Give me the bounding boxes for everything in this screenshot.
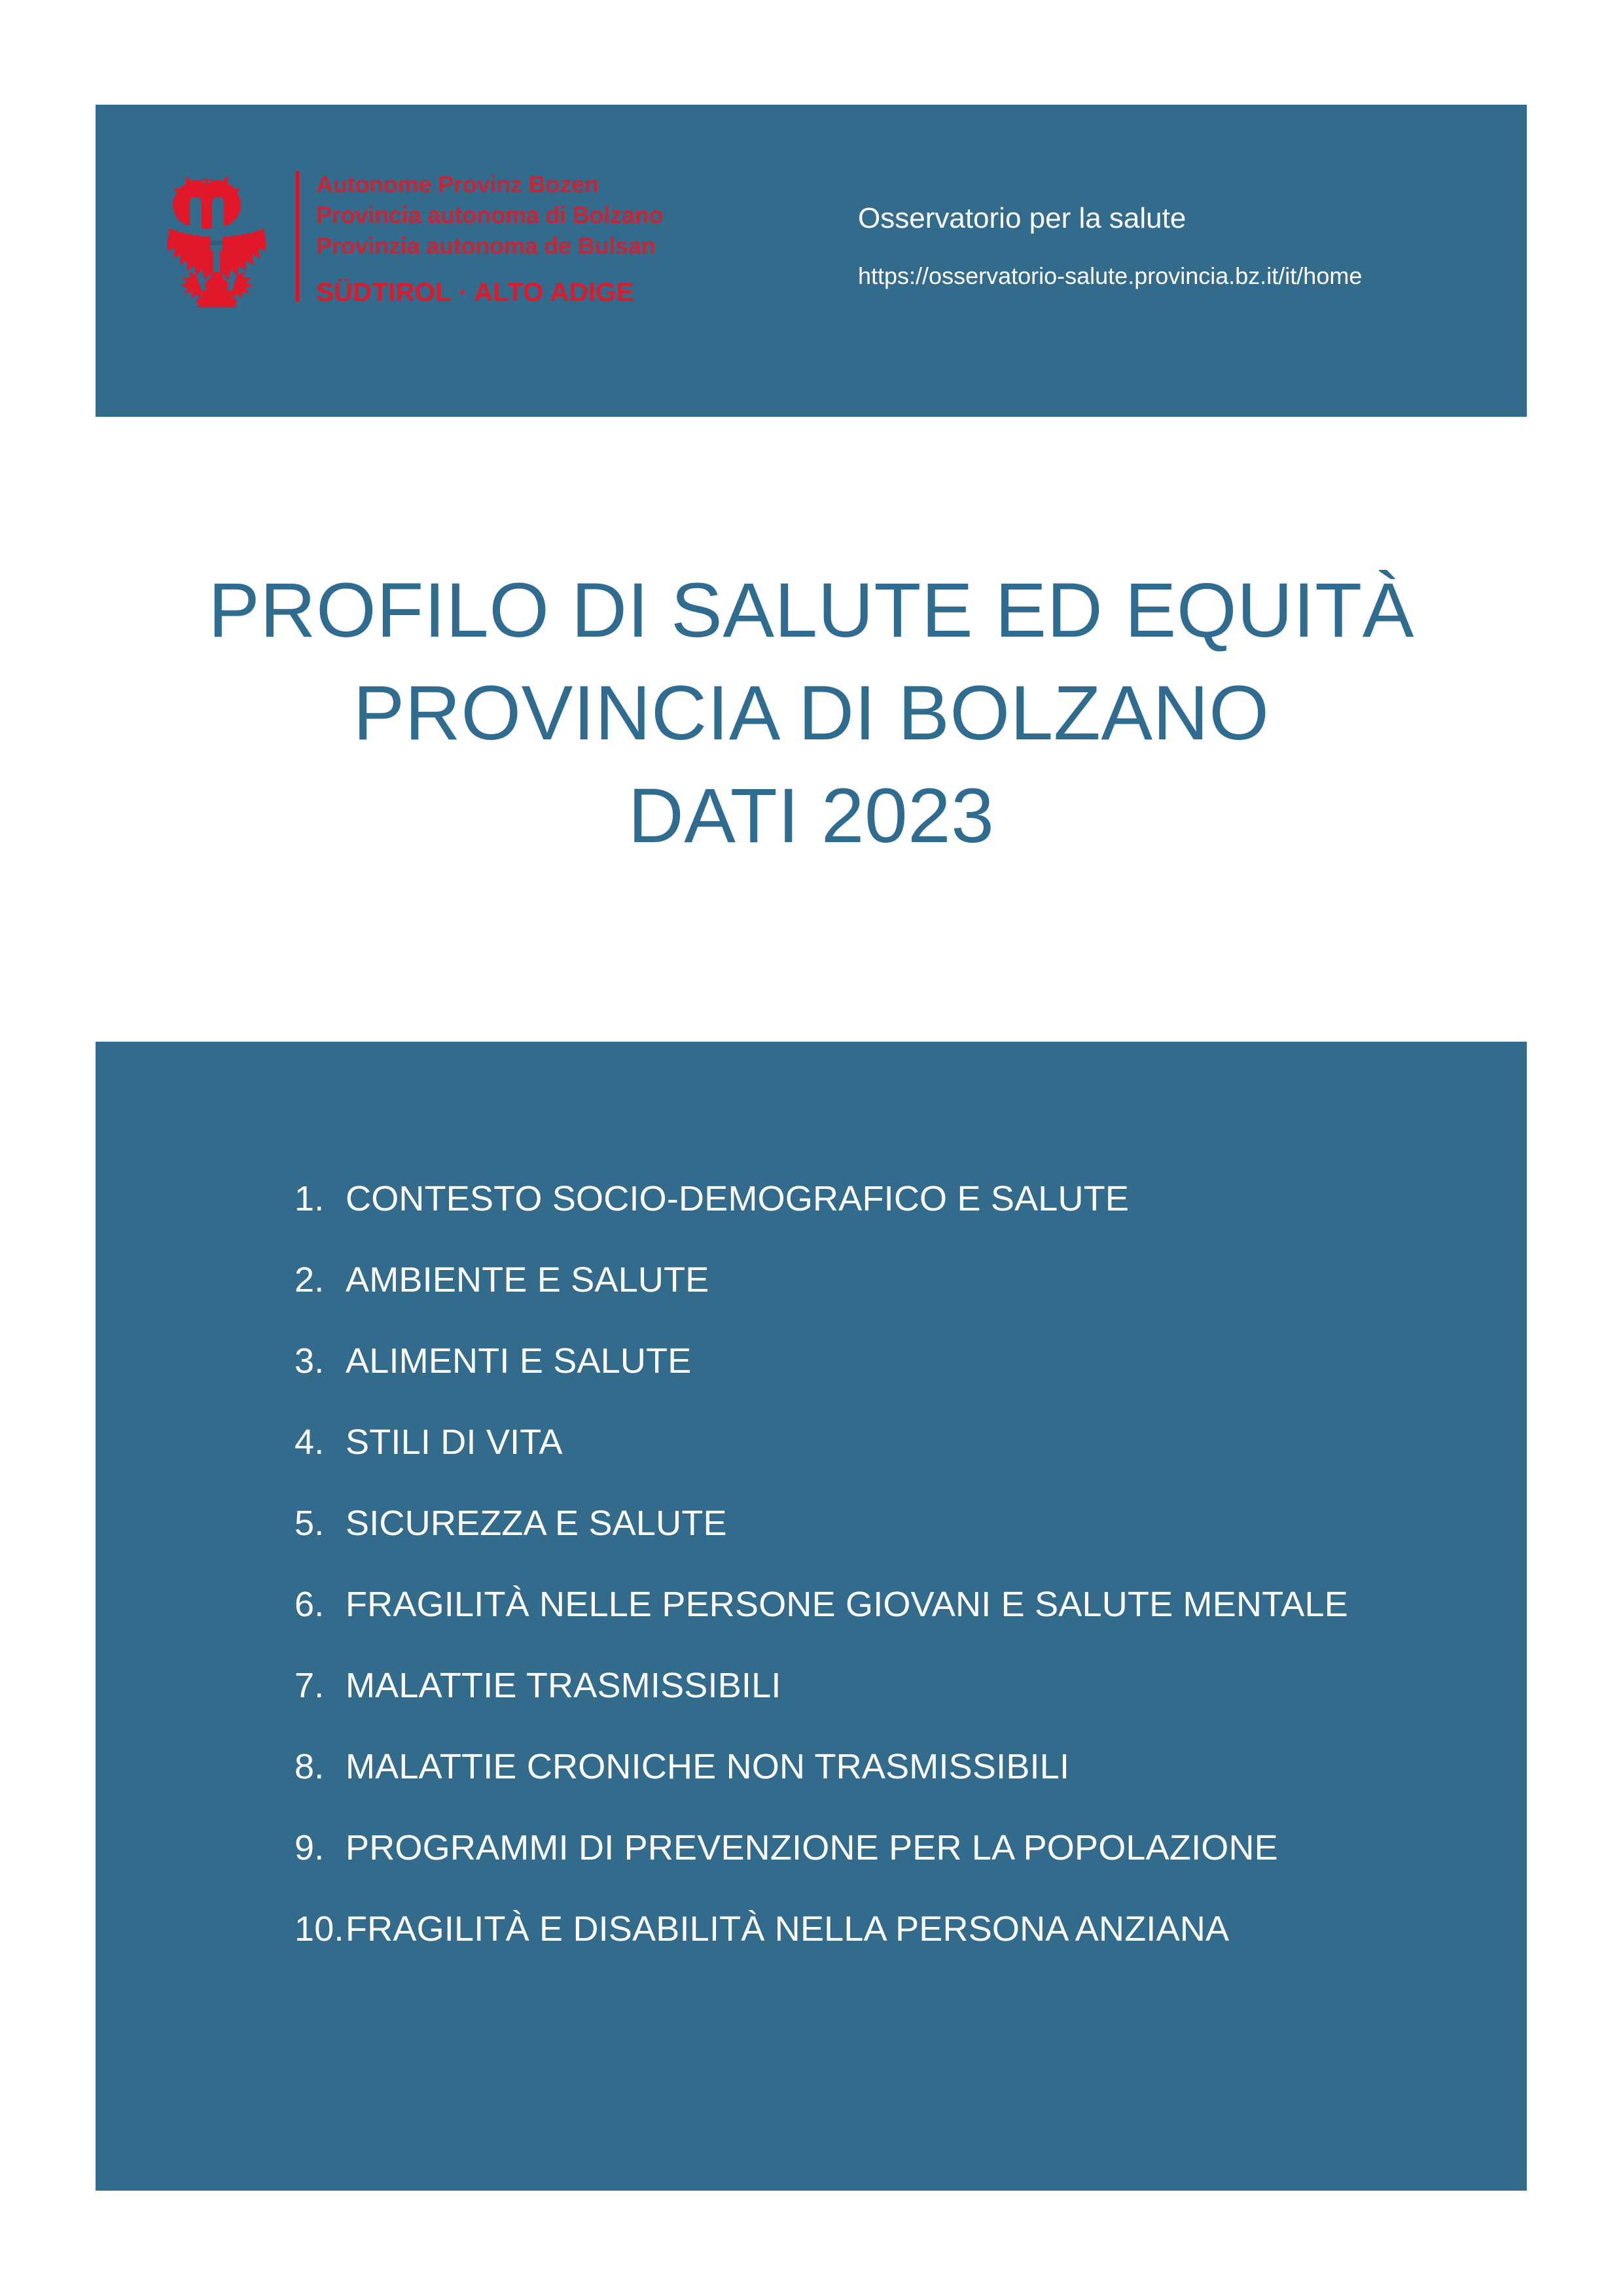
list-item-label: SICUREZZA E SALUTE [346,1504,727,1543]
logo-divider [296,171,299,302]
list-item[interactable] [294,1239,1472,1320]
list-item-number: 10. [294,1909,344,1949]
list-item[interactable] [294,1483,1472,1564]
list-item-number: 1. [294,1179,325,1218]
list-item-number: 2. [294,1260,325,1299]
logo-brand: SÜDTIROL · ALTO ADIGE [316,278,634,308]
page-title-line-2: PROVINCIA DI BOLZANO [353,669,1270,756]
logo-line-lad: Provinzia autonoma de Bulsan [316,232,656,259]
list-item-label: PROGRAMMI DI PREVENZIONE PER LA POPOLAZIONE [346,1828,1278,1867]
logo-line-it: Provincia autonoma di Bolzano [316,201,664,228]
list-item-label: MALATTIE TRASMISSIBILI [346,1666,781,1705]
page-title-line-3: DATI 2023 [628,772,995,859]
logo-text-block [316,167,663,309]
header-text-block [858,203,1362,289]
list-item[interactable] [294,1726,1472,1807]
list-item[interactable] [294,1888,1472,1969]
table-of-contents [294,1158,1472,1969]
list-item-label: ALIMENTI E SALUTE [346,1341,692,1381]
list-item-label: FRAGILITÀ NELLE PERSONE GIOVANI E SALUTE MENTALE [346,1585,1348,1624]
list-item-number: 3. [294,1341,325,1381]
list-item-label: AMBIENTE E SALUTE [346,1260,709,1299]
south-tyrol-eagle-emblem [154,167,279,308]
list-item[interactable] [294,1320,1472,1402]
provincia-logo [154,167,663,309]
list-item[interactable] [294,1402,1472,1483]
list-item[interactable] [294,1645,1472,1726]
observatory-title: Osservatorio per la salute [858,202,1186,234]
list-item-label: CONTESTO SOCIO-DEMOGRAFICO E SALUTE [346,1179,1130,1218]
logo-line-de: Autonome Provinz Bozen [316,171,599,198]
list-item-number: 9. [294,1828,325,1867]
observatory-url[interactable]: https://osservatorio-salute.provincia.bz.it/it/home [858,262,1363,290]
list-item-label: MALATTIE CRONICHE NON TRASMISSIBILI [346,1747,1070,1786]
page-title-line-1: PROFILO DI SALUTE ED EQUITÀ [208,567,1414,654]
list-item-number: 4. [294,1422,325,1462]
list-item-number: 5. [294,1504,325,1543]
list-item[interactable] [294,1564,1472,1645]
list-item-label: STILI DI VITA [346,1422,563,1462]
list-item-number: 7. [294,1666,325,1705]
list-item-number: 6. [294,1585,325,1624]
list-item[interactable] [294,1807,1472,1888]
contents-band [96,1042,1527,2191]
list-item-number: 8. [294,1747,325,1786]
page-title [96,559,1527,868]
list-item[interactable] [294,1158,1472,1239]
header-band [96,105,1527,417]
list-item-label: FRAGILITÀ E DISABILITÀ NELLA PERSONA ANZIANA [346,1909,1230,1949]
